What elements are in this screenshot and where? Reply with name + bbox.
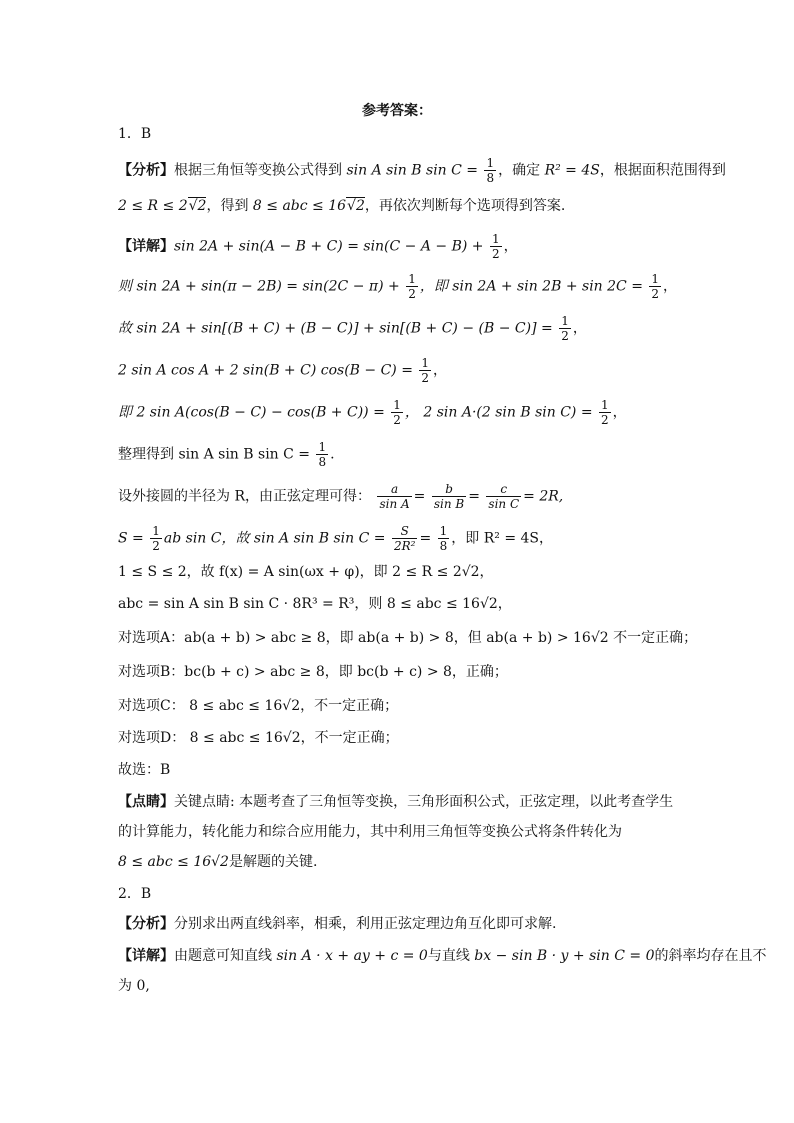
analysis-text: 根据三角恒等变换公式得到 xyxy=(174,162,342,179)
fraction xyxy=(559,314,571,343)
option-d-line: 对选项D： 8 ≤ abc ≤ 16√2，不一定正确； xyxy=(118,730,399,746)
fraction xyxy=(316,440,328,469)
fraction-numerator: 1 xyxy=(152,524,160,538)
detail-line: 【详解】sin 2A + sin(A − B + C) = sin(C − A − B) + $\frac{1}{2}$ ， xyxy=(118,232,518,261)
detail-text: 设外接圆的半径为 R，由正弦定理可得： xyxy=(118,488,371,505)
detail-line: abc = sin A sin B sin C · 8R³ = R³，则 8 ≤ abc ≤ 16√2， xyxy=(118,596,512,612)
option-b-line: 对选项B：bc(b + c) > abc ≥ 8，即 bc(b + c) > 8，正确； xyxy=(118,664,508,680)
detail-line: 则 sin 2A + sin(π − 2B) = sin(2C − π) + $\frac{1}{2}$ ，即 sin 2A + sin 2B + sin 2C = $\frac{1}{2}$ ， xyxy=(118,272,678,301)
fraction-numerator: 1 xyxy=(439,524,448,538)
page-title: 参考答案： xyxy=(362,103,432,119)
answer-number: 2．B xyxy=(118,886,152,902)
detail-line: 设外接圆的半径为 R，由正弦定理可得： $\frac{a}{\text{sin A}}$ = $\frac{b}{\text{sin B}}$ = $\frac{c}{\text{sin C}}$ = 2R, xyxy=(118,482,564,511)
fraction-denominator: 2 xyxy=(408,287,416,301)
fraction xyxy=(486,482,521,511)
detail-tag: 【详解】 xyxy=(118,238,174,255)
math-expression: = 2R, xyxy=(523,488,564,505)
detail-line xyxy=(118,946,767,966)
fraction xyxy=(419,356,431,385)
fraction xyxy=(406,272,418,301)
analysis-text: ，确定 xyxy=(498,162,541,179)
analysis-text: ，得到 xyxy=(206,198,249,214)
math-expression: ，即 sin 2A + sin 2B + sin 2C = xyxy=(419,278,643,295)
analysis-tag: 【分析】 xyxy=(118,916,174,932)
fraction-numerator: 1 xyxy=(651,272,660,286)
math-expression: 故 sin 2A + sin[(B + C) + (B − C)] + sin[(B + C) − (B − C)] = xyxy=(118,320,553,337)
fraction xyxy=(484,156,496,185)
fraction xyxy=(150,524,162,553)
sqrt-expression: √2 xyxy=(188,198,207,214)
analysis-paragraph-continued xyxy=(118,196,676,216)
fraction-numerator: 1 xyxy=(492,232,500,246)
fraction-numerator: c xyxy=(486,482,521,497)
fraction-denominator: 2 xyxy=(561,329,569,343)
option-c-line: 对选项C： 8 ≤ abc ≤ 16√2，不一定正确； xyxy=(118,698,399,714)
fraction-denominator: 2 xyxy=(492,247,500,261)
fraction xyxy=(377,482,411,511)
detail-line: 即 2 sin A(cos(B − C) − cos(B + C)) = $\frac{1}{2}$ ， 2 sin A·(2 sin B sin C) = $\frac{1}{2}$ ， xyxy=(118,398,627,427)
fraction xyxy=(438,524,450,553)
detail-line: 1 ≤ S ≤ 2，故 f(x) = A sin(ωx + φ)，即 2 ≤ R ≤ 2√2， xyxy=(118,564,494,580)
detail-text: 的斜率均存在且不 xyxy=(654,948,767,964)
fraction-numerator: S xyxy=(392,524,417,539)
fraction-numerator: 1 xyxy=(408,272,416,286)
math-expression: sin 2A + sin(A − B + C) = sin(C − A − B) + xyxy=(174,238,484,255)
fraction-denominator: sin A xyxy=(379,497,410,511)
math-expression: sin A · x + ay + c = 0 xyxy=(276,948,428,964)
fraction-numerator: 1 xyxy=(318,440,327,454)
fraction-denominator: 2 xyxy=(152,539,160,553)
analysis-paragraph xyxy=(118,914,676,934)
fraction-numerator: 1 xyxy=(393,398,401,412)
detail-line: 2 sin A cos A + 2 sin(B + C) cos(B − C) = $\frac{1}{2}$ ， xyxy=(118,356,448,385)
sqrt-expression: √2 xyxy=(347,198,365,214)
fraction xyxy=(649,272,661,301)
math-expression: 8 ≤ abc ≤ 16 xyxy=(252,198,347,214)
analysis-text: 分别求出两直线斜率，相乘，利用正弦定理边角互化即可求解. xyxy=(174,916,557,932)
detail-tag: 【详解】 xyxy=(118,948,174,964)
fraction-denominator: 2 xyxy=(421,371,430,385)
fraction-denominator: 2 xyxy=(651,287,660,301)
math-expression: S = xyxy=(118,530,144,547)
analysis-paragraph xyxy=(118,156,726,185)
fraction-numerator: 1 xyxy=(421,356,430,370)
fraction xyxy=(599,398,611,427)
analysis-text: ，根据面积范围得到 xyxy=(599,162,726,179)
detail-text: 与直线 xyxy=(427,948,470,964)
fraction xyxy=(432,482,466,511)
comment-text-line xyxy=(118,852,676,872)
fraction-numerator: 1 xyxy=(561,314,569,328)
comment-paragraph xyxy=(118,792,676,812)
analysis-text: ，再依次判断每个选项得到答案. xyxy=(364,198,566,214)
math-expression: bx − sin B · y + sin C = 0 xyxy=(474,948,655,964)
fraction-denominator: 8 xyxy=(439,539,448,553)
fraction-denominator: sin C xyxy=(488,497,520,511)
math-expression: 2 ≤ R ≤ 2 xyxy=(118,198,188,214)
math-expression: ，即 R² = 4S， xyxy=(451,530,554,547)
fraction xyxy=(391,398,403,427)
option-a-line: 对选项A：ab(a + b) > abc ≥ 8，即 ab(a + b) > 8，但 ab(a + b) > 16√2 不一定正确； xyxy=(118,630,698,646)
math-expression: 即 2 sin A(cos(B − C) − cos(B + C)) = xyxy=(118,404,385,421)
fraction-numerator: 1 xyxy=(486,156,495,170)
analysis-tag: 【分析】 xyxy=(118,162,174,179)
math-expression: ， 2 sin A·(2 sin B sin C) = xyxy=(404,404,593,421)
fraction-denominator: 2 xyxy=(601,413,609,427)
fraction-numerator: a xyxy=(377,482,411,497)
fraction xyxy=(490,232,502,261)
detail-line: S = $\frac{1}{2}$ ab sin C，故 sin A sin B sin C = $\frac{S}{\text{2R²}}$ = $\frac{1}{8}$ ，即 R² = 4S， xyxy=(118,524,554,553)
math-expression: 8 ≤ abc ≤ 16√2 xyxy=(118,854,229,870)
math-expression: 则 sin 2A + sin(π − 2B) = sin(2C − π) + xyxy=(118,278,400,295)
comment-text: 关键点睛: 本题考查了三角恒等变换，三角形面积公式，正弦定理，以此考查学生 xyxy=(174,794,674,810)
fraction-denominator: 8 xyxy=(486,171,495,185)
fraction-numerator: b xyxy=(432,482,466,497)
comment-text: 是解题的关键. xyxy=(228,854,318,870)
detail-text: 由题意可知直线 xyxy=(174,948,272,964)
math-expression: 整理得到 sin A sin B sin C = xyxy=(118,446,311,463)
comment-tag: 【点睛】 xyxy=(118,794,174,810)
fraction xyxy=(392,524,417,553)
answer-number: 1．B xyxy=(118,126,152,142)
fraction-denominator: 2 xyxy=(393,413,401,427)
fraction-denominator: 2R² xyxy=(393,539,416,553)
fraction-numerator: 1 xyxy=(601,398,609,412)
detail-line: 故 sin 2A + sin[(B + C) + (B − C)] + sin[(B + C) − (B − C)] = $\frac{1}{2}$ ， xyxy=(118,314,587,343)
fraction-denominator: sin B xyxy=(433,497,465,511)
math-expression: R² = 4S xyxy=(544,162,600,179)
choice-line: 故选：B xyxy=(118,762,171,778)
math-expression: sin A sin B sin C = xyxy=(346,162,479,179)
detail-line: 整理得到 sin A sin B sin C = $\frac{1}{8}$ . xyxy=(118,440,335,469)
math-expression: ab sin C，故 sin A sin B sin C = xyxy=(163,530,386,547)
detail-text-line: 为 0, xyxy=(118,978,150,994)
comment-text-line: 的计算能力，转化能力和综合应用能力，其中利用三角恒等变换公式将条件转化为 xyxy=(118,824,622,840)
math-expression: 2 sin A cos A + 2 sin(B + C) cos(B − C) = xyxy=(118,362,413,379)
fraction-denominator: 8 xyxy=(318,455,327,469)
